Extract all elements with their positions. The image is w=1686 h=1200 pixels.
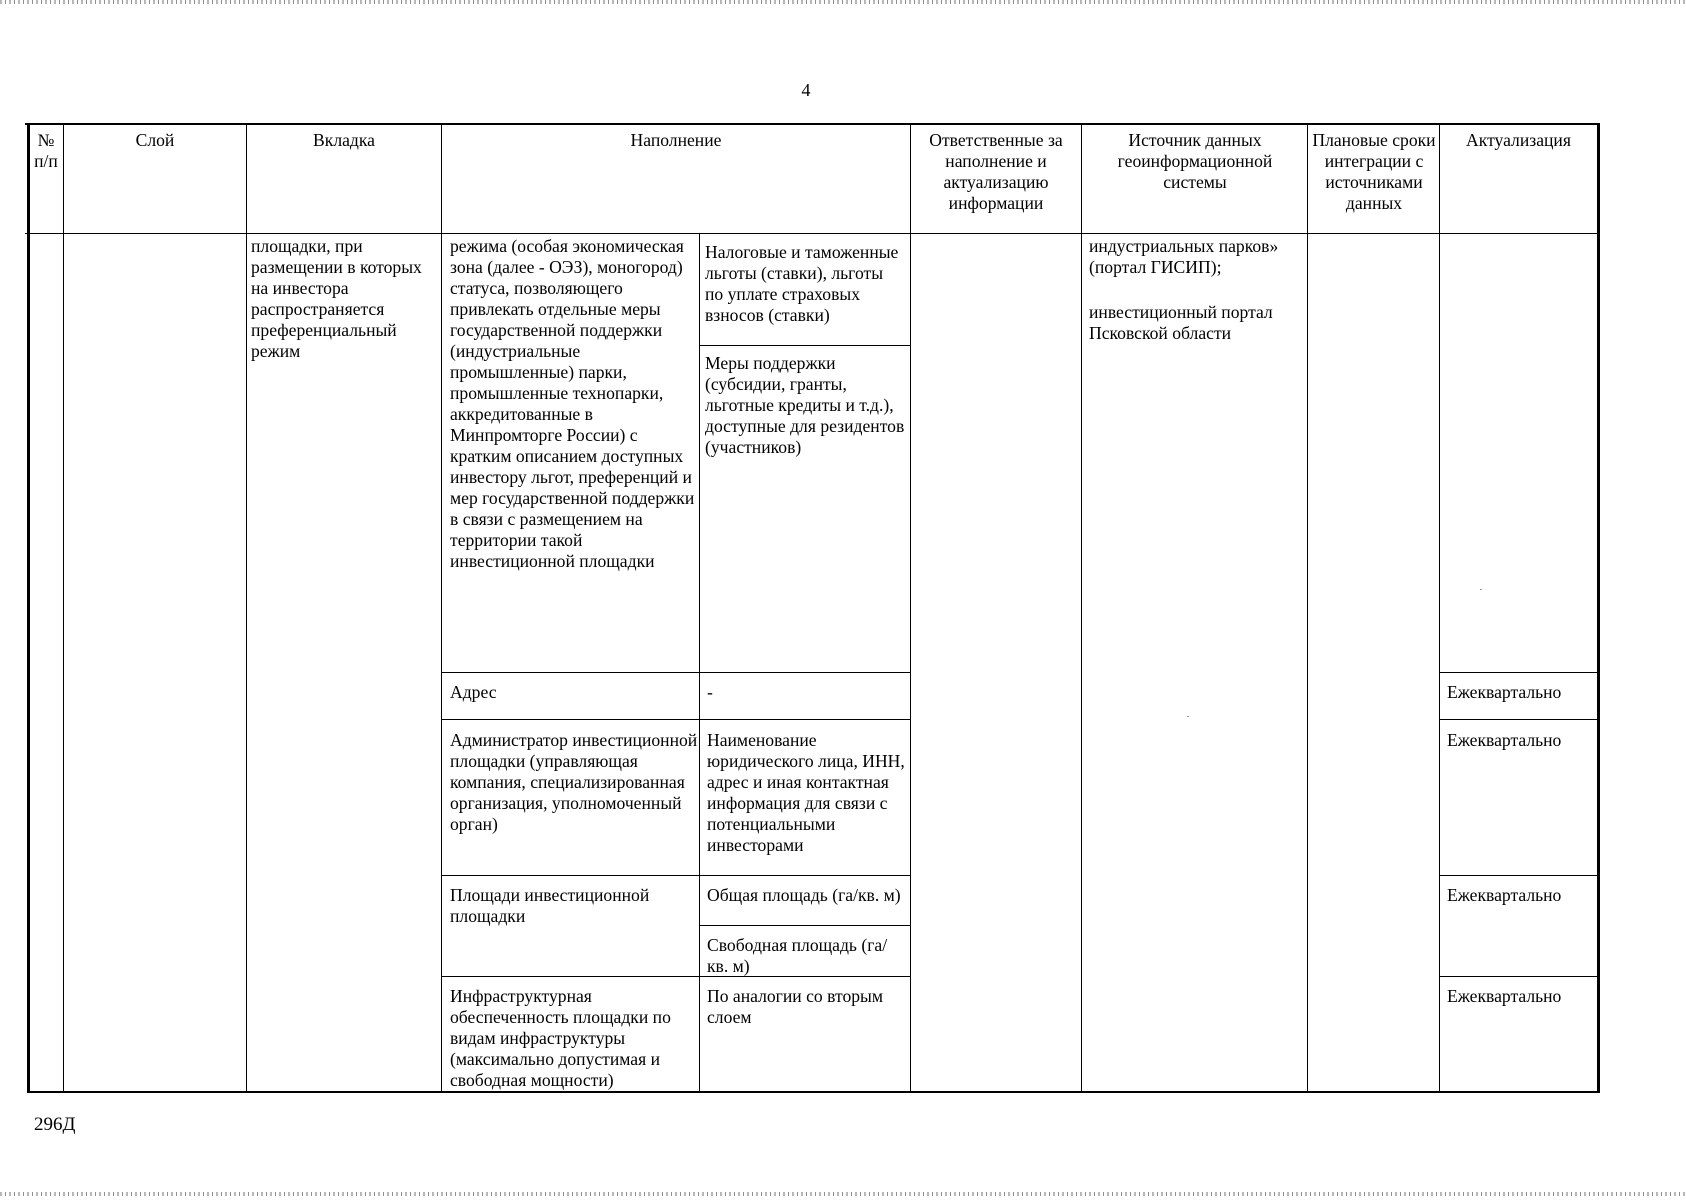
col-divider-num: [63, 123, 64, 1093]
divider-tax-support: [699, 345, 910, 346]
header-tab: Вкладка: [313, 130, 375, 150]
tax-benefits: Налоговые и таможенные льготы (ставки), льготы по уплате страховых взносов (ставки): [705, 242, 899, 325]
source-text-portal-gisip: индустриальных парков» (портал ГИСИП);: [1089, 236, 1279, 277]
address-label: Адрес: [450, 682, 497, 702]
support-measures: Меры поддержки (субсидии, гранты, льготные кредиты и т.д.), доступные для резидентов (участников): [705, 353, 905, 457]
table-border-top: [25, 123, 1598, 125]
col-divider-responsible: [1081, 123, 1082, 1093]
header-num: № п/п: [34, 130, 58, 171]
source-text-pskov-portal: инвестиционный портал Псковской области: [1089, 302, 1273, 343]
regime-description: режима (особая экономическая зона (далее - ОЭЗ), моногород) статуса, позволяющего привлекать отдельные меры государственной поддержки (индустриальные промышленные) парки, промышленные технопарки, аккредитованные в Минпромторге России) с кратким описанием доступных инвестору льгот, преференций и мер государственной поддержки в связи с размещением на территории такой инвестиционной площадки: [450, 236, 695, 571]
area-update: Ежеквартально: [1447, 885, 1562, 905]
col-divider-content: [910, 123, 911, 1093]
divider-update-infra: [1439, 976, 1597, 977]
admin-label: Администратор инвестиционной площадки (управляющая компания, специализированная организация, уполномоченный орган): [450, 730, 698, 834]
divider-update-address: [1439, 672, 1597, 673]
admin-value: Наименование юридического лица, ИНН, адрес и иная контактная информация для связи с потенциальными инвесторами: [707, 730, 905, 855]
scan-speck: [1187, 716, 1189, 717]
area-label: Площади инвестиционной площадки: [450, 885, 650, 926]
table-border-bottom: [29, 1091, 1598, 1093]
header-update: Актуализация: [1466, 130, 1571, 150]
header-content: Наполнение: [630, 130, 722, 150]
page-number: 4: [801, 80, 811, 100]
col-divider-content-inner: [699, 233, 700, 1093]
col-divider-integration: [1439, 123, 1440, 1093]
header-layer: Слой: [135, 130, 175, 150]
divider-admin-area: [441, 875, 910, 876]
infra-label: Инфраструктурная обеспеченность площадки по видам инфраструктуры (максимально допустимая и свободная мощности): [450, 986, 671, 1090]
header-responsible: Ответственные за наполнение и актуализацию информации: [929, 130, 1063, 213]
divider-regime-address: [441, 672, 910, 673]
table-border-right: [1597, 123, 1600, 1093]
address-update: Ежеквартально: [1447, 682, 1562, 702]
header-integration: Плановые сроки интеграции с источниками данных: [1312, 130, 1436, 213]
header-divider: [25, 233, 1598, 234]
area-total: Общая площадь (га/кв. м): [707, 885, 901, 905]
col-divider-source: [1307, 123, 1308, 1093]
scan-edge-top: [0, 0, 1686, 4]
admin-update: Ежеквартально: [1447, 730, 1562, 750]
infra-value: По аналогии со вторым слоем: [707, 986, 883, 1027]
document-code: 296Д: [34, 1114, 76, 1135]
area-free: Свободная площадь (га/кв. м): [707, 935, 888, 976]
infra-update: Ежеквартально: [1447, 986, 1562, 1006]
header-source: Источник данных геоинформационной системы: [1117, 130, 1273, 192]
col-divider-layer: [246, 123, 247, 1093]
address-value: -: [707, 682, 713, 702]
divider-address-admin: [441, 719, 910, 720]
col-divider-tab: [441, 123, 442, 1093]
scan-speck: [1480, 589, 1482, 590]
divider-update-admin: [1439, 719, 1597, 720]
tab-cell-text: площадки, при размещении в которых на инвестора распространяется преференциальный режим: [251, 236, 422, 361]
divider-area-total-free: [699, 925, 910, 926]
scan-edge-bottom: [0, 1192, 1686, 1196]
table-border-left: [27, 123, 30, 1093]
divider-update-area: [1439, 875, 1597, 876]
